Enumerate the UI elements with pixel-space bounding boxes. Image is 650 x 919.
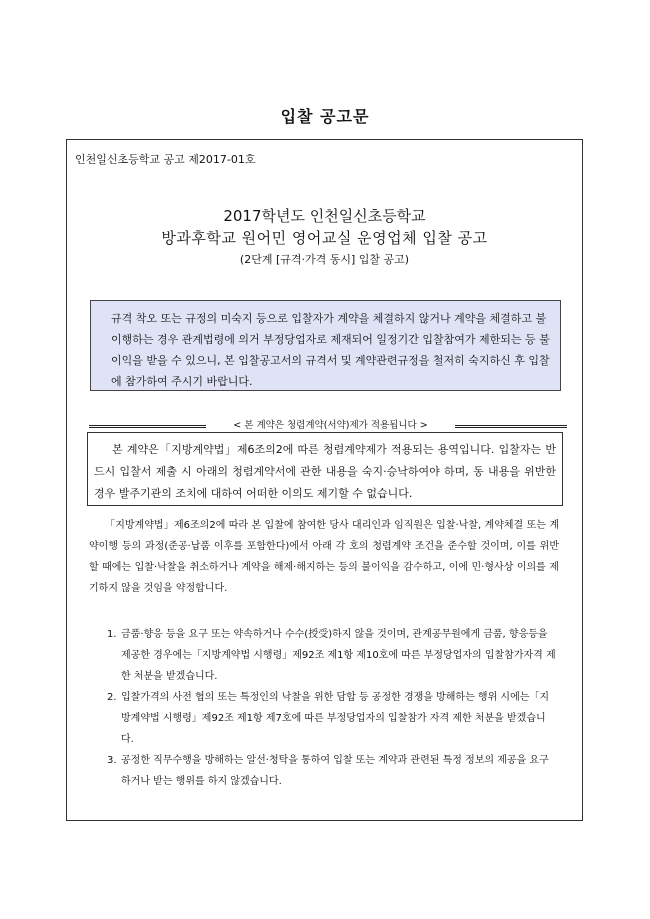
pledge-heading: < 본 계약은 청렴계약(서약)제가 적용됩니다 >: [206, 419, 455, 433]
item-text: 금품·향응 등을 요구 또는 약속하거나 수수(授受)하지 않을 것이며, 관계공무원에게 금품, 향응등을 제공한 경우에는「지방계약법 시행령」제92조 제1항 제10호에 따른 부정당업자의 입찰참가자격 제한 처분을 받겠습니다.: [121, 629, 556, 682]
pledge-items: [107, 624, 557, 792]
item-number: 2.: [107, 692, 117, 703]
pledge-heading-row: [77, 419, 573, 433]
item-text: 입찰가격의 사전 협의 또는 특정인의 낙찰을 위한 담합 등 공정한 경쟁을 방해하는 행위 시에는「지방계약법 시행령」제92조 제1항 제7호에 따른 부정당업자의 입찰참가 자격 제한 처분을 받겠습니다.: [121, 692, 550, 745]
header-bid-type: (2단계 [규격·가격 동시] 입찰 공고): [239, 253, 410, 266]
notice-number: 인천일신초등학교 공고 제2017-01호: [75, 153, 256, 166]
item-number: 3.: [107, 755, 117, 766]
header-school-year: 2017학년도 인천일신초등학교: [223, 207, 426, 225]
warning-text: 규격 착오 또는 규정의 미숙지 등으로 입찰자가 계약을 체결하지 않거나 계약을 체결하고 불이행하는 경우 관계법령에 의거 부정당업자로 제재되어 일정기간 입찰참여가 제한되는 등 불이익을 받을 수 있으니, 본 입찰공고서의 규격서 및 계약관련규정을 철저히 숙지하신 후 입찰에 참가하여 주시기 바랍니다.: [111, 312, 550, 388]
list-item: [107, 687, 557, 750]
notice-frame: [66, 139, 583, 821]
oath-paragraph: [89, 515, 559, 599]
divider-right: [455, 425, 567, 428]
pledge-text: 본 계약은「지방계약법」제6조의2에 따른 청렴계약제가 적용되는 용역입니다. 입찰자는 반드시 입찰서 제출 시 아래의 청렴계약서에 관한 내용을 숙지·승낙하여야 하며, 동 내용을 위반한 경우 발주기관의 조치에 대하여 어떠한 이의도 제기할 수 없습니다.: [94, 443, 556, 500]
divider-left: [89, 425, 206, 428]
item-text: 공정한 직무수행을 방해하는 알선·청탁을 통하여 입찰 또는 계약과 관련된 특정 정보의 제공을 요구하거나 받는 행위를 하지 않겠습니다.: [121, 755, 549, 787]
pledge-box: [87, 432, 563, 506]
notice-header: [67, 206, 582, 270]
document-title: 입찰 공고문: [280, 107, 370, 126]
warning-box: [90, 300, 561, 391]
header-subject: 방과후학교 원어민 영어교실 운영업체 입찰 공고: [161, 229, 488, 247]
item-number: 1.: [107, 629, 117, 640]
list-item: [107, 624, 557, 687]
list-item: [107, 750, 557, 792]
oath-text: 「지방계약법」제6조의2에 따라 본 입찰에 참여한 당사 대리인과 임직원은 입찰·낙찰, 계약체결 또는 계약이행 등의 과정(준공·납품 이후를 포함한다)에서 아래 각 호의 청렴계약 조건을 준수할 것이며, 이를 위반할 때에는 입찰·낙찰을 취소하거나 계약을 해제·해지하는 등의 불이익을 감수하고, 이에 민·형사상 이의를 제기하지 않을 것임을 약정합니다.: [89, 520, 559, 594]
